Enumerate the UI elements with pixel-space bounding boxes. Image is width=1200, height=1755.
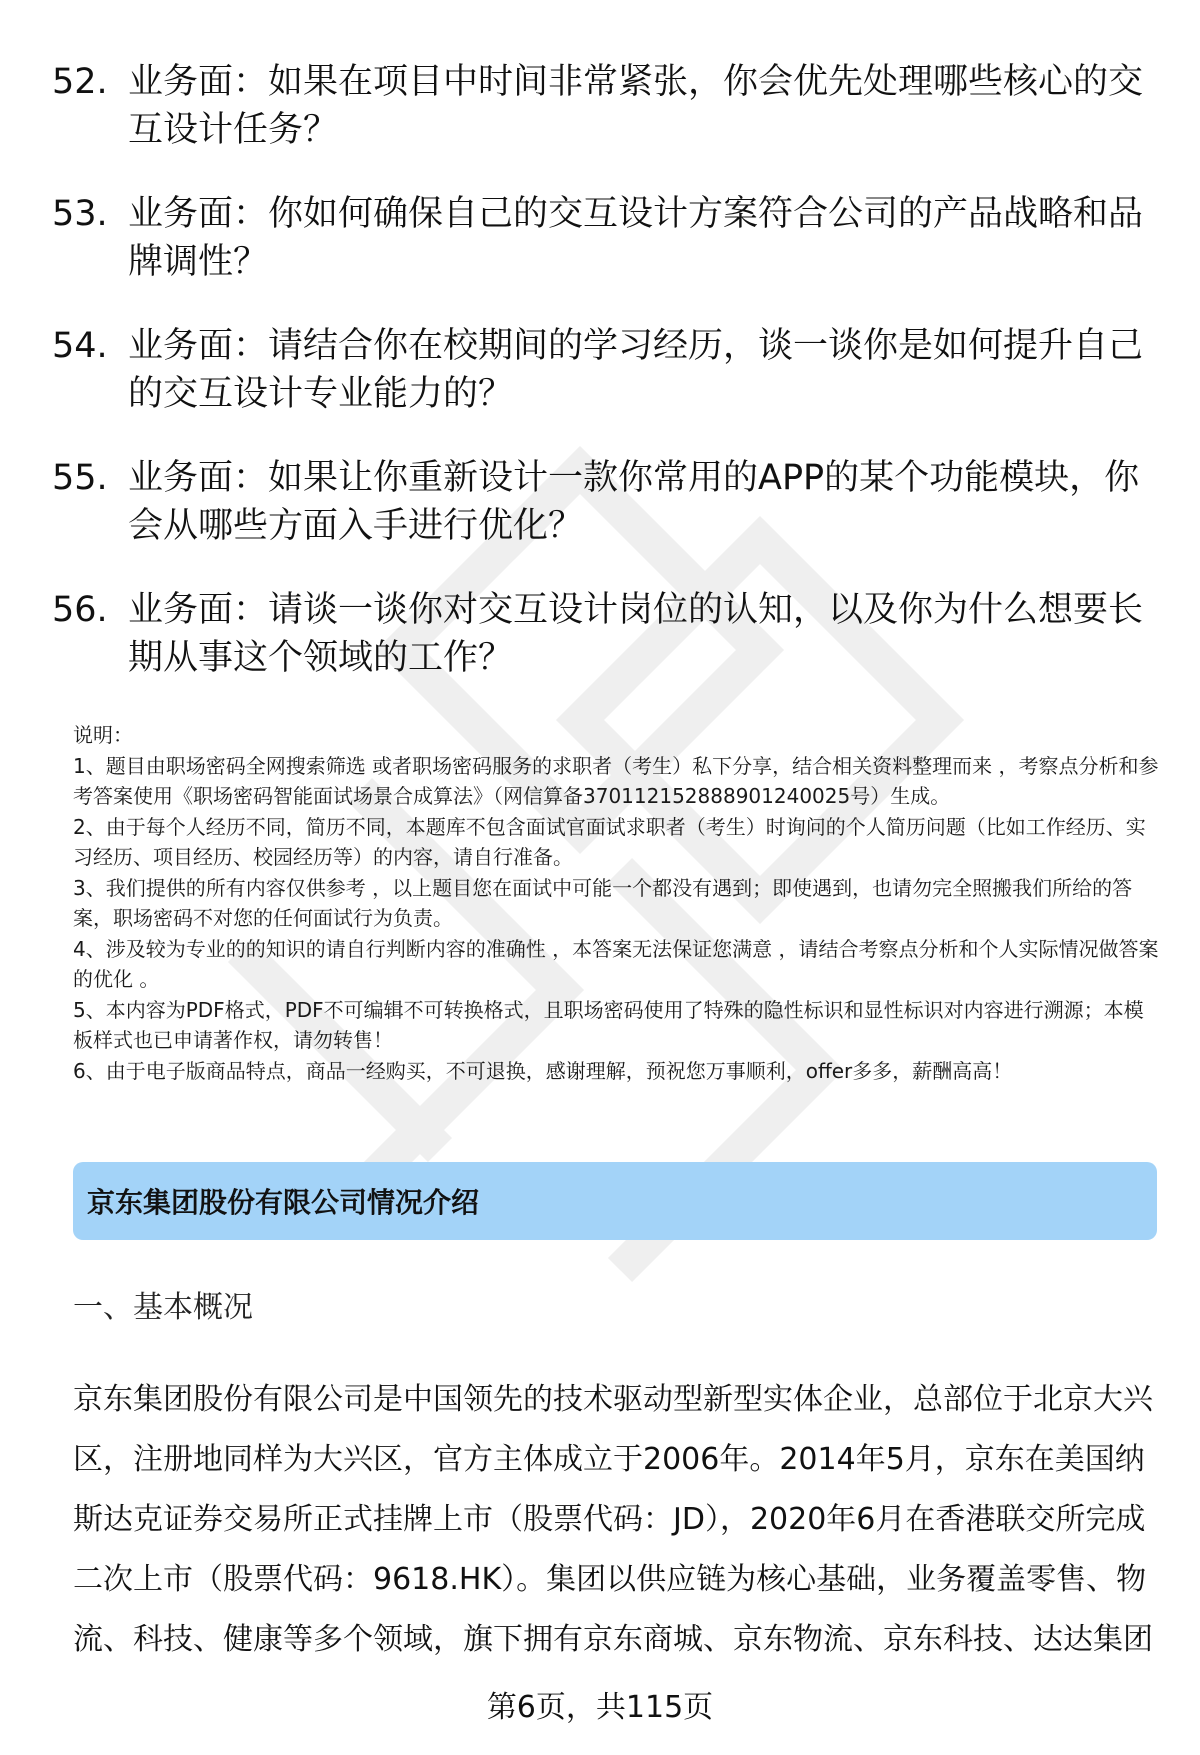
question-item (52, 454, 1162, 550)
question-text: 业务面：如果让你重新设计一款你常用的APP的某个功能模块，你会从哪些方面入手进行优化？ (128, 458, 1140, 546)
note-item: 4、涉及较为专业的的知识的请自行判断内容的准确性 ，本答案无法保证您满意 ，请结合考察点分析和个人实际情况做答案的优化 。 (73, 936, 1159, 991)
question-item (52, 190, 1162, 286)
note-item: 5、本内容为PDF格式，PDF不可编辑不可转换格式，且职场密码使用了特殊的隐性标识和显性标识对内容进行溯源；本模板样式也已申请著作权，请勿转售！ (73, 997, 1144, 1052)
section-title: 京东集团股份有限公司情况介绍 (87, 1186, 480, 1219)
question-text: 业务面：如果在项目中时间非常紧张，你会优先处理哪些核心的交互设计任务？ (128, 62, 1144, 150)
subheading: 一、基本概况 (73, 1290, 253, 1325)
page-number-footer: 第6页，共115页 (486, 1690, 714, 1725)
section-header-bar (73, 1162, 1157, 1240)
body-paragraph: 京东集团股份有限公司是中国领先的技术驱动型新型实体企业，总部位于北京大兴区，注册地同样为大兴区，官方主体成立于2006年。2014年5月，京东在美国纳斯达克证券交易所正式挂牌上市（股票代码：JD），2020年6月在香港联交所完成二次上市（股票代码：9618.HK）。集团以供应链为核心基础，业务覆盖零售、物流、科技、健康等多个领域，旗下拥有京东商城、京东物流、京东科技、达达集团 (73, 1382, 1153, 1657)
question-number: 56. (52, 590, 108, 630)
question-number: 52. (52, 62, 108, 102)
question-text: 业务面：你如何确保自己的交互设计方案符合公司的产品战略和品牌调性？ (128, 194, 1144, 282)
question-number: 55. (52, 458, 108, 498)
note-item: 6、由于电子版商品特点，商品一经购买，不可退换，感谢理解，预祝您万事顺利，offer多多，薪酬高高！ (73, 1058, 1013, 1083)
question-text: 业务面：请谈一谈你对交互设计岗位的认知，以及你为什么想要长期从事这个领域的工作？ (128, 590, 1144, 678)
question-item (52, 58, 1162, 154)
question-text: 业务面：请结合你在校期间的学习经历，谈一谈你是如何提升自己的交互设计专业能力的？ (128, 326, 1144, 414)
question-item (52, 322, 1162, 418)
question-item (52, 586, 1162, 682)
disclaimer-notes (73, 720, 1163, 1086)
question-number: 53. (52, 194, 108, 234)
question-number: 54. (52, 326, 108, 366)
note-item: 2、由于每个人经历不同，简历不同，本题库不包含面试官面试求职者（考生）时询问的个人简历问题（比如工作经历、实习经历、项目经历、校园经历等）的内容，请自行准备。 (73, 814, 1146, 869)
notes-title: 说明： (73, 723, 133, 747)
note-item: 1、题目由职场密码全网搜索筛选 或者职场密码服务的求职者（考生）私下分享，结合相关资料整理而来 ，考察点分析和参考答案使用《职场密码智能面试场景合成算法》（网信算备370112152888901240025号）生成。 (73, 753, 1159, 808)
note-item: 3、我们提供的所有内容仅供参考 ，以上题目您在面试中可能一个都没有遇到；即使遇到，也请勿完全照搬我们所给的答案，职场密码不对您的任何面试行为负责。 (73, 875, 1133, 930)
question-list (52, 58, 1162, 718)
